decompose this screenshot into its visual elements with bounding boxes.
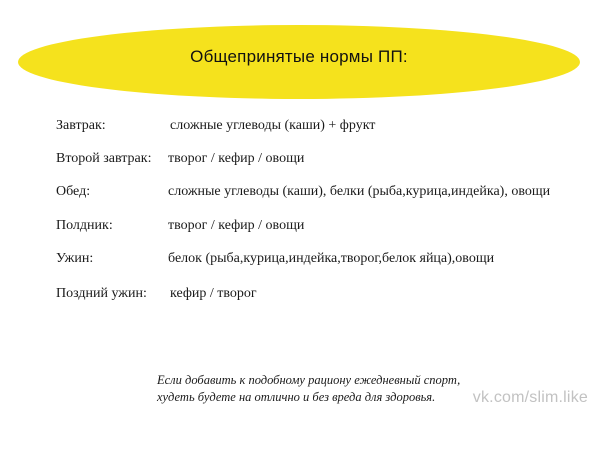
meal-food: белок (рыба,курица,индейка,творог,белок яйца),овощи bbox=[168, 251, 495, 266]
footnote-line-1: Если добавить к подобному рациону ежедневный спорт, bbox=[157, 373, 461, 387]
meal-label: Ужин: bbox=[56, 251, 94, 266]
watermark: vk.com/slim.like bbox=[472, 389, 588, 406]
meal-row-second-breakfast bbox=[56, 149, 596, 169]
meal-row-dinner bbox=[56, 249, 596, 269]
footnote-line-2: худеть будете на отлично и без вреда для здоровья. bbox=[157, 390, 436, 404]
meal-label: Завтрак: bbox=[56, 118, 106, 133]
meal-row-breakfast bbox=[56, 116, 596, 136]
meal-food: кефир / творог bbox=[170, 286, 257, 301]
meal-label: Поздний ужин: bbox=[56, 286, 147, 301]
meal-row-afternoon-snack bbox=[56, 216, 596, 236]
footnote bbox=[157, 372, 467, 406]
meal-row-late-dinner bbox=[56, 284, 596, 304]
meal-label: Полдник: bbox=[56, 218, 113, 233]
meal-food: творог / кефир / овощи bbox=[168, 218, 305, 233]
meal-food: сложные углеводы (каши), белки (рыба,курица,индейка), овощи bbox=[168, 184, 551, 199]
meal-label: Второй завтрак: bbox=[56, 151, 152, 166]
title-banner bbox=[18, 24, 580, 100]
meal-row-lunch bbox=[56, 182, 596, 202]
page-title: Общепринятые нормы ПП: bbox=[190, 47, 408, 66]
meal-label: Обед: bbox=[56, 184, 91, 199]
meal-food: сложные углеводы (каши) + фрукт bbox=[170, 118, 376, 133]
meal-food: творог / кефир / овощи bbox=[168, 151, 305, 166]
